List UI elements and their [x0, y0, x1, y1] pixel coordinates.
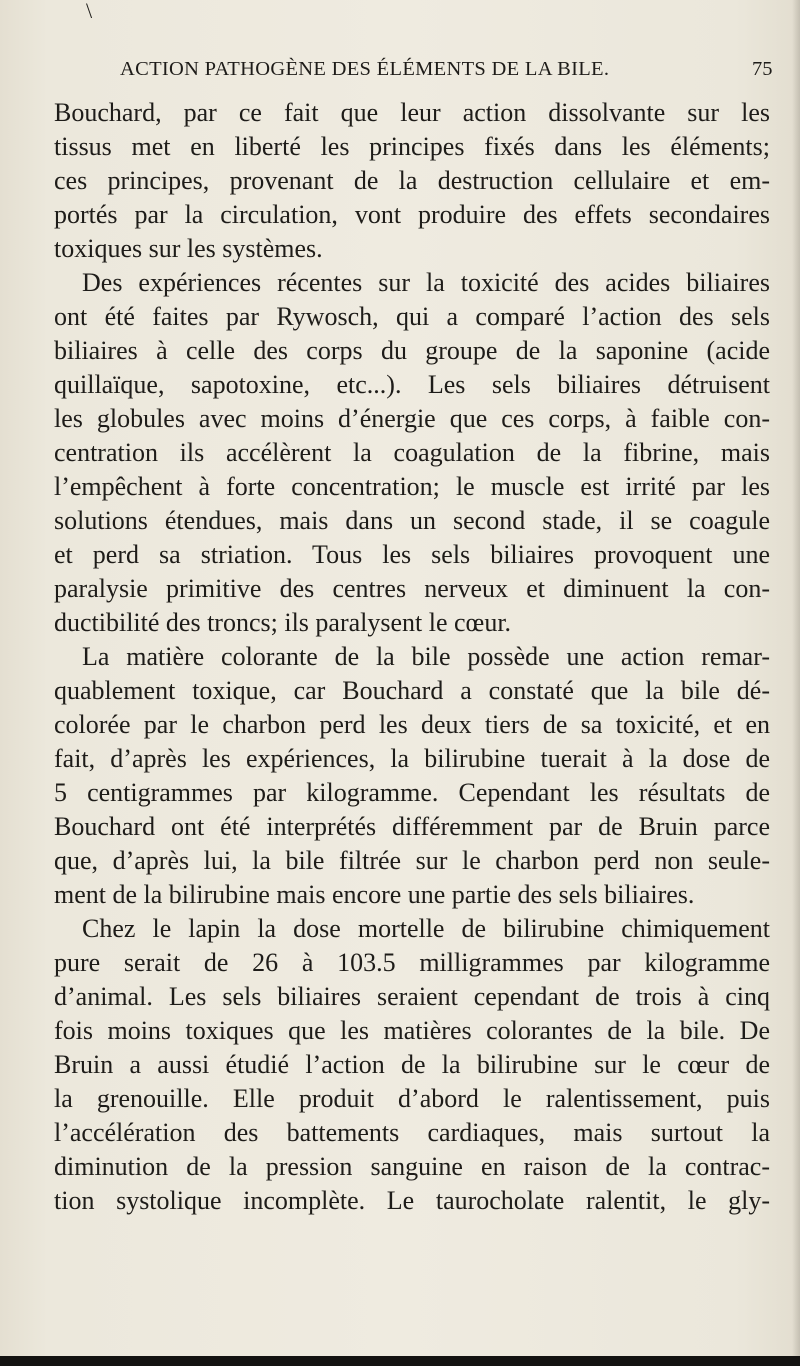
page-number: 75: [752, 58, 773, 80]
text-line: tion systolique incomplète. Le taurocholate ralentit, le gly-: [54, 1186, 770, 1215]
margin-mark: \: [86, 0, 93, 23]
text-line: biliaires à celle des corps du groupe de la saponine (acide: [54, 336, 770, 365]
text-line: toxiques sur les systèmes.: [54, 234, 323, 263]
text-line: les globules avec moins d’énergie que ces corps, à faible con-: [54, 404, 770, 433]
text-line: l’accélération des battements cardiaques, mais surtout la: [54, 1118, 770, 1147]
text-line: centration ils accélèrent la coagulation de la fibrine, mais: [54, 438, 770, 467]
text-line: solutions étendues, mais dans un second stade, il se coagule: [54, 506, 770, 535]
text-line: la grenouille. Elle produit d’abord le ralentissement, puis: [54, 1084, 770, 1113]
text-line: quablement toxique, car Bouchard a constaté que la bile dé-: [54, 676, 770, 705]
text-line: Chez le lapin la dose mortelle de bilirubine chimiquement: [82, 914, 770, 943]
page-edge-shadow: [792, 0, 800, 1366]
text-line: fait, d’après les expériences, la bilirubine tuerait à la dose de: [54, 744, 770, 773]
text-line: Bouchard ont été interprétés différemment par de Bruin parce: [54, 812, 770, 841]
text-line: l’empêchent à forte concentration; le muscle est irrité par les: [54, 472, 770, 501]
text-line: quillaïque, sapotoxine, etc...). Les sels biliaires détruisent: [54, 370, 770, 399]
body-text: [54, 96, 770, 1218]
text-line: tissus met en liberté les principes fixés dans les éléments;: [54, 132, 770, 161]
text-line: paralysie primitive des centres nerveux et diminuent la con-: [54, 574, 770, 603]
text-line: pure serait de 26 à 103.5 milligrammes par kilogramme: [54, 948, 770, 977]
text-line: ont été faites par Rywosch, qui a comparé l’action des sels: [54, 302, 770, 331]
text-line: ment de la bilirubine mais encore une partie des sels biliaires.: [54, 880, 695, 909]
text-line: colorée par le charbon perd les deux tiers de sa toxicité, et en: [54, 710, 770, 739]
text-line: 5 centigrammes par kilogramme. Cependant les résultats de: [54, 778, 770, 807]
text-line: que, d’après lui, la bile filtrée sur le charbon perd non seule-: [54, 846, 770, 875]
text-line: portés par la circulation, vont produire des effets secondaires: [54, 200, 770, 229]
text-line: et perd sa striation. Tous les sels biliaires provoquent une: [54, 540, 770, 569]
text-line: Bouchard, par ce fait que leur action dissolvante sur les: [54, 98, 770, 127]
text-line: ductibilité des troncs; ils paralysent le cœur.: [54, 608, 512, 637]
text-line: Bruin a aussi étudié l’action de la bilirubine sur le cœur de: [54, 1050, 770, 1079]
text-line: diminution de la pression sanguine en raison de la contrac-: [54, 1152, 770, 1181]
text-line: Des expériences récentes sur la toxicité des acides biliaires: [82, 268, 770, 297]
text-line: fois moins toxiques que les matières colorantes de la bile. De: [54, 1016, 770, 1045]
text-line: La matière colorante de la bile possède une action remar-: [82, 642, 770, 671]
bottom-border: [0, 1356, 800, 1366]
text-line: d’animal. Les sels biliaires seraient cependant de trois à cinq: [54, 982, 770, 1011]
running-header: [0, 58, 800, 84]
running-title: ACTION PATHOGÈNE DES ÉLÉMENTS DE LA BILE.: [120, 58, 610, 80]
text-line: ces principes, provenant de la destruction cellulaire et em-: [54, 166, 770, 195]
